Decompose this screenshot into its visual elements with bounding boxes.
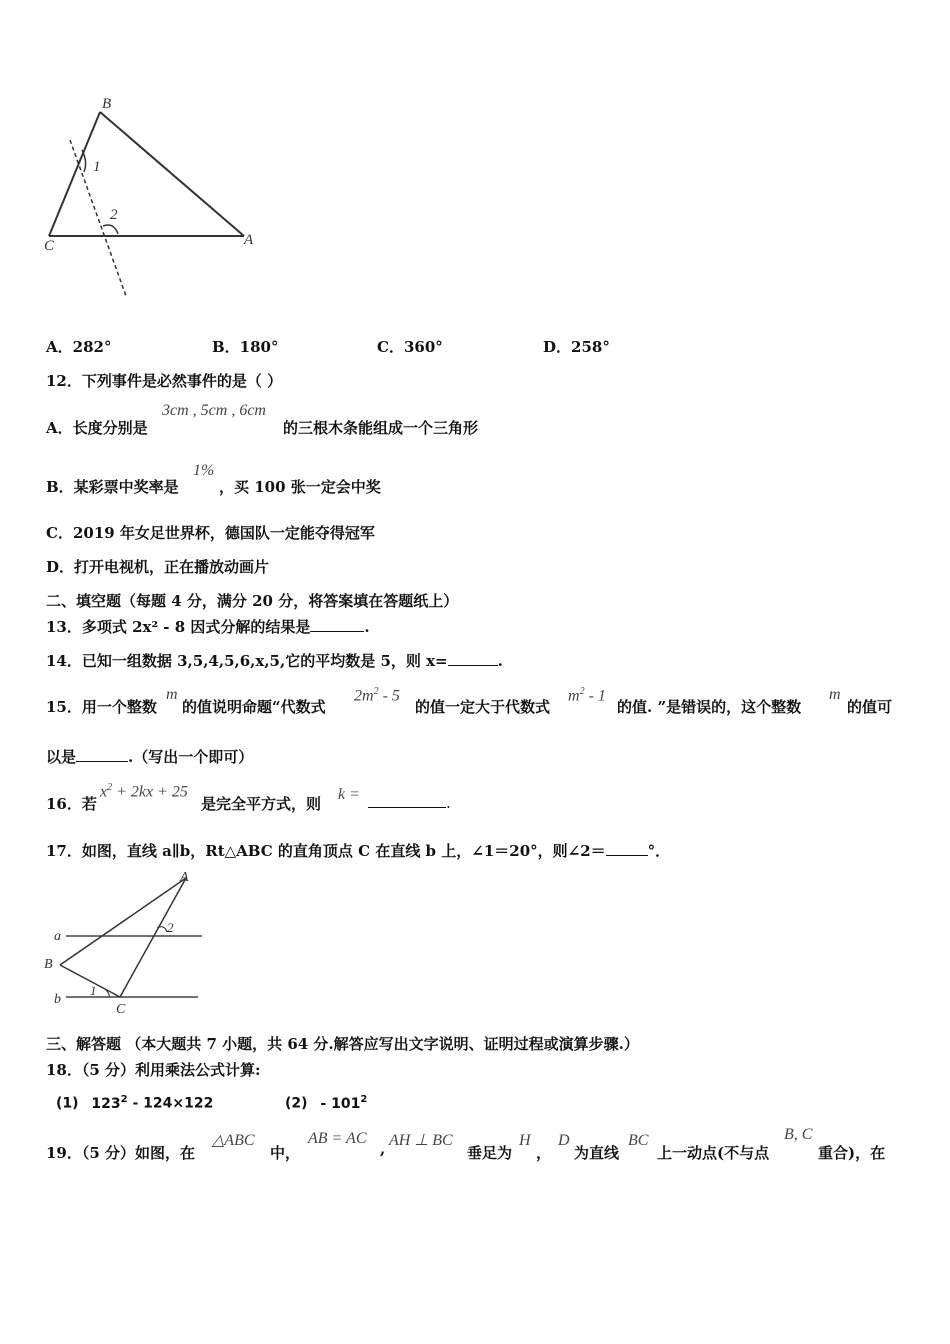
q19-suffix: 重合)，在 xyxy=(818,1144,886,1162)
q19-triangle: △ABC xyxy=(212,1132,255,1149)
q17 xyxy=(46,840,670,861)
q11-option-b: B．180° xyxy=(212,338,279,356)
q19-perpendicular: AH ⊥ BC xyxy=(389,1132,453,1149)
q18-part-2-label: (2) xyxy=(285,1095,308,1112)
q19-comma: , xyxy=(380,1140,386,1158)
q12-option-d: D．打开电视机，正在播放动画片 xyxy=(46,558,270,576)
q15-m-1: m xyxy=(166,686,178,703)
q15-expr-2 xyxy=(568,686,606,705)
q17-text: 17．如图，直线 a∥b，Rt△ABC 的直角顶点 C 在直线 b 上，∠1＝20°，则∠2＝ xyxy=(46,842,606,860)
q15-expr-2-base: m xyxy=(568,687,580,705)
q16-expression xyxy=(100,782,188,801)
q19-mid-2: 垂足为 xyxy=(467,1144,513,1162)
fig1-label-a: A xyxy=(244,232,254,248)
q16-expr-base: x xyxy=(100,783,108,801)
q18-part-1 xyxy=(56,1094,213,1112)
fig1-angle-2: 2 xyxy=(110,207,118,223)
q17-end: °． xyxy=(647,842,671,860)
fig2-angle-2: 2 xyxy=(167,920,174,935)
q15-part-3: 的值一定大于代数式 xyxy=(415,698,551,716)
q16-middle: 是完全平方式，则 xyxy=(201,795,322,813)
q13 xyxy=(46,616,370,637)
q15-m-2: m xyxy=(829,686,841,703)
fig1-label-c: C xyxy=(44,238,55,254)
q15-part-1: 15．用一个整数 xyxy=(46,698,157,716)
q15-part-4: 的值. ”是错误的，这个整数 xyxy=(617,698,802,716)
q15-expr-1-tail: - 5 xyxy=(378,687,400,705)
q11-option-a: A．282° xyxy=(46,338,112,356)
q19-mid-5: 上一动点(不与点 xyxy=(657,1144,770,1162)
q12-a-suffix: 的三根木条能组成一个三角形 xyxy=(283,419,479,437)
q16-answer xyxy=(368,793,451,812)
q16-expr-sup: 2 xyxy=(107,782,113,793)
section-3-heading: 三、解答题 （本大题共 7 小题，共 64 分.解答应写出文字说明、证明过程或演算步骤.） xyxy=(46,1035,639,1053)
figure-triangle-bca xyxy=(38,92,278,304)
q12-a-math: 3cm , 5cm , 6cm xyxy=(162,402,266,419)
q18-part-1-tail: - 124×122 xyxy=(127,1095,214,1112)
q18-part-2-base: - 101 xyxy=(320,1095,361,1112)
q19-mid-1: 中， xyxy=(270,1144,301,1162)
q12-option-a xyxy=(46,417,148,438)
q15-line-2-end: .（写出一个即可） xyxy=(128,748,254,766)
fig2-label-line-b: b xyxy=(54,992,61,1007)
q14-text: 14．已知一组数据 3,5,4,5,6,x,5,它的平均数是 5，则 x= xyxy=(46,652,448,670)
q14-answer-blank xyxy=(448,651,498,666)
q15-part-2: 的值说明命题“代数式 xyxy=(182,698,326,716)
q19-equality: AB = AC xyxy=(308,1130,367,1147)
q19-line-bc: BC xyxy=(628,1132,649,1149)
figure-parallel-lines xyxy=(40,866,210,1018)
q12-option-c: C．2019 年女足世界杯，德国队一定能夺得冠军 xyxy=(46,524,375,542)
q19-point-d: D xyxy=(558,1132,570,1149)
fig1-label-b: B xyxy=(102,96,112,112)
q18-stem: 18．（5 分）利用乘法公式计算: xyxy=(46,1061,261,1079)
fig2-label-line-a: a xyxy=(54,929,61,944)
q15-part-5: 的值可 xyxy=(847,698,893,716)
q18-part-2 xyxy=(285,1094,367,1112)
q12-stem: 12．下列事件是必然事件的是（ ） xyxy=(46,372,283,390)
q12-b-math: 1% xyxy=(193,462,215,479)
q16-expr-tail: + 2kx + 25 xyxy=(112,783,188,801)
q15-expr-1-base: 2m xyxy=(354,687,374,705)
q16-answer-blank xyxy=(368,793,446,808)
q19-prefix: 19．（5 分）如图，在 xyxy=(46,1144,196,1162)
q13-end: . xyxy=(364,618,370,636)
q16-prefix: 16．若 xyxy=(46,795,97,813)
q12-a-prefix: A．长度分别是 xyxy=(46,419,148,437)
q19-point-h: H xyxy=(519,1132,531,1149)
q16-k: k = xyxy=(338,786,360,803)
q12-b-suffix: ，买 100 张一定会中奖 xyxy=(219,478,381,496)
q15-expr-2-tail: - 1 xyxy=(584,687,606,705)
q15-expr-1 xyxy=(354,686,400,705)
q19-mid-3: ， xyxy=(536,1144,552,1162)
q12-b-prefix: B．某彩票中奖率是 xyxy=(46,478,179,496)
q18-part-1-sup: 2 xyxy=(120,1094,128,1105)
q15-expr-2-sup: 2 xyxy=(579,686,585,697)
q15-line-2-text: 以是 xyxy=(46,748,77,766)
fig1-angle-1: 1 xyxy=(93,159,101,175)
q18-part-1-label: (1) xyxy=(56,1095,79,1112)
q13-answer-blank xyxy=(310,617,364,632)
q17-answer-blank xyxy=(606,841,648,856)
q13-text: 13．多项式 2x² - 8 因式分解的结果是 xyxy=(46,618,311,636)
fig2-label-a-vertex: A xyxy=(180,870,189,885)
q15-answer-blank xyxy=(76,747,128,762)
q14-end: . xyxy=(497,652,503,670)
q19-mid-4: 为直线 xyxy=(574,1144,620,1162)
q15-expr-1-sup: 2 xyxy=(373,686,379,697)
fig2-label-c-vertex: C xyxy=(116,1002,126,1017)
fig2-label-b-vertex: B xyxy=(44,957,53,972)
fig2-angle-1: 1 xyxy=(90,983,97,998)
q14 xyxy=(46,650,503,671)
q19-points-bc: B, C xyxy=(784,1126,813,1143)
q11-option-d: D．258° xyxy=(543,338,610,356)
q11-option-c: C．360° xyxy=(377,338,443,356)
section-2-heading: 二、填空题（每题 4 分，满分 20 分，将答案填在答题纸上） xyxy=(46,592,459,610)
q18-part-1-base: 123 xyxy=(91,1095,121,1112)
q15-line-2 xyxy=(46,746,253,767)
q18-part-2-sup: 2 xyxy=(360,1094,368,1105)
q16-end: . xyxy=(446,794,451,812)
